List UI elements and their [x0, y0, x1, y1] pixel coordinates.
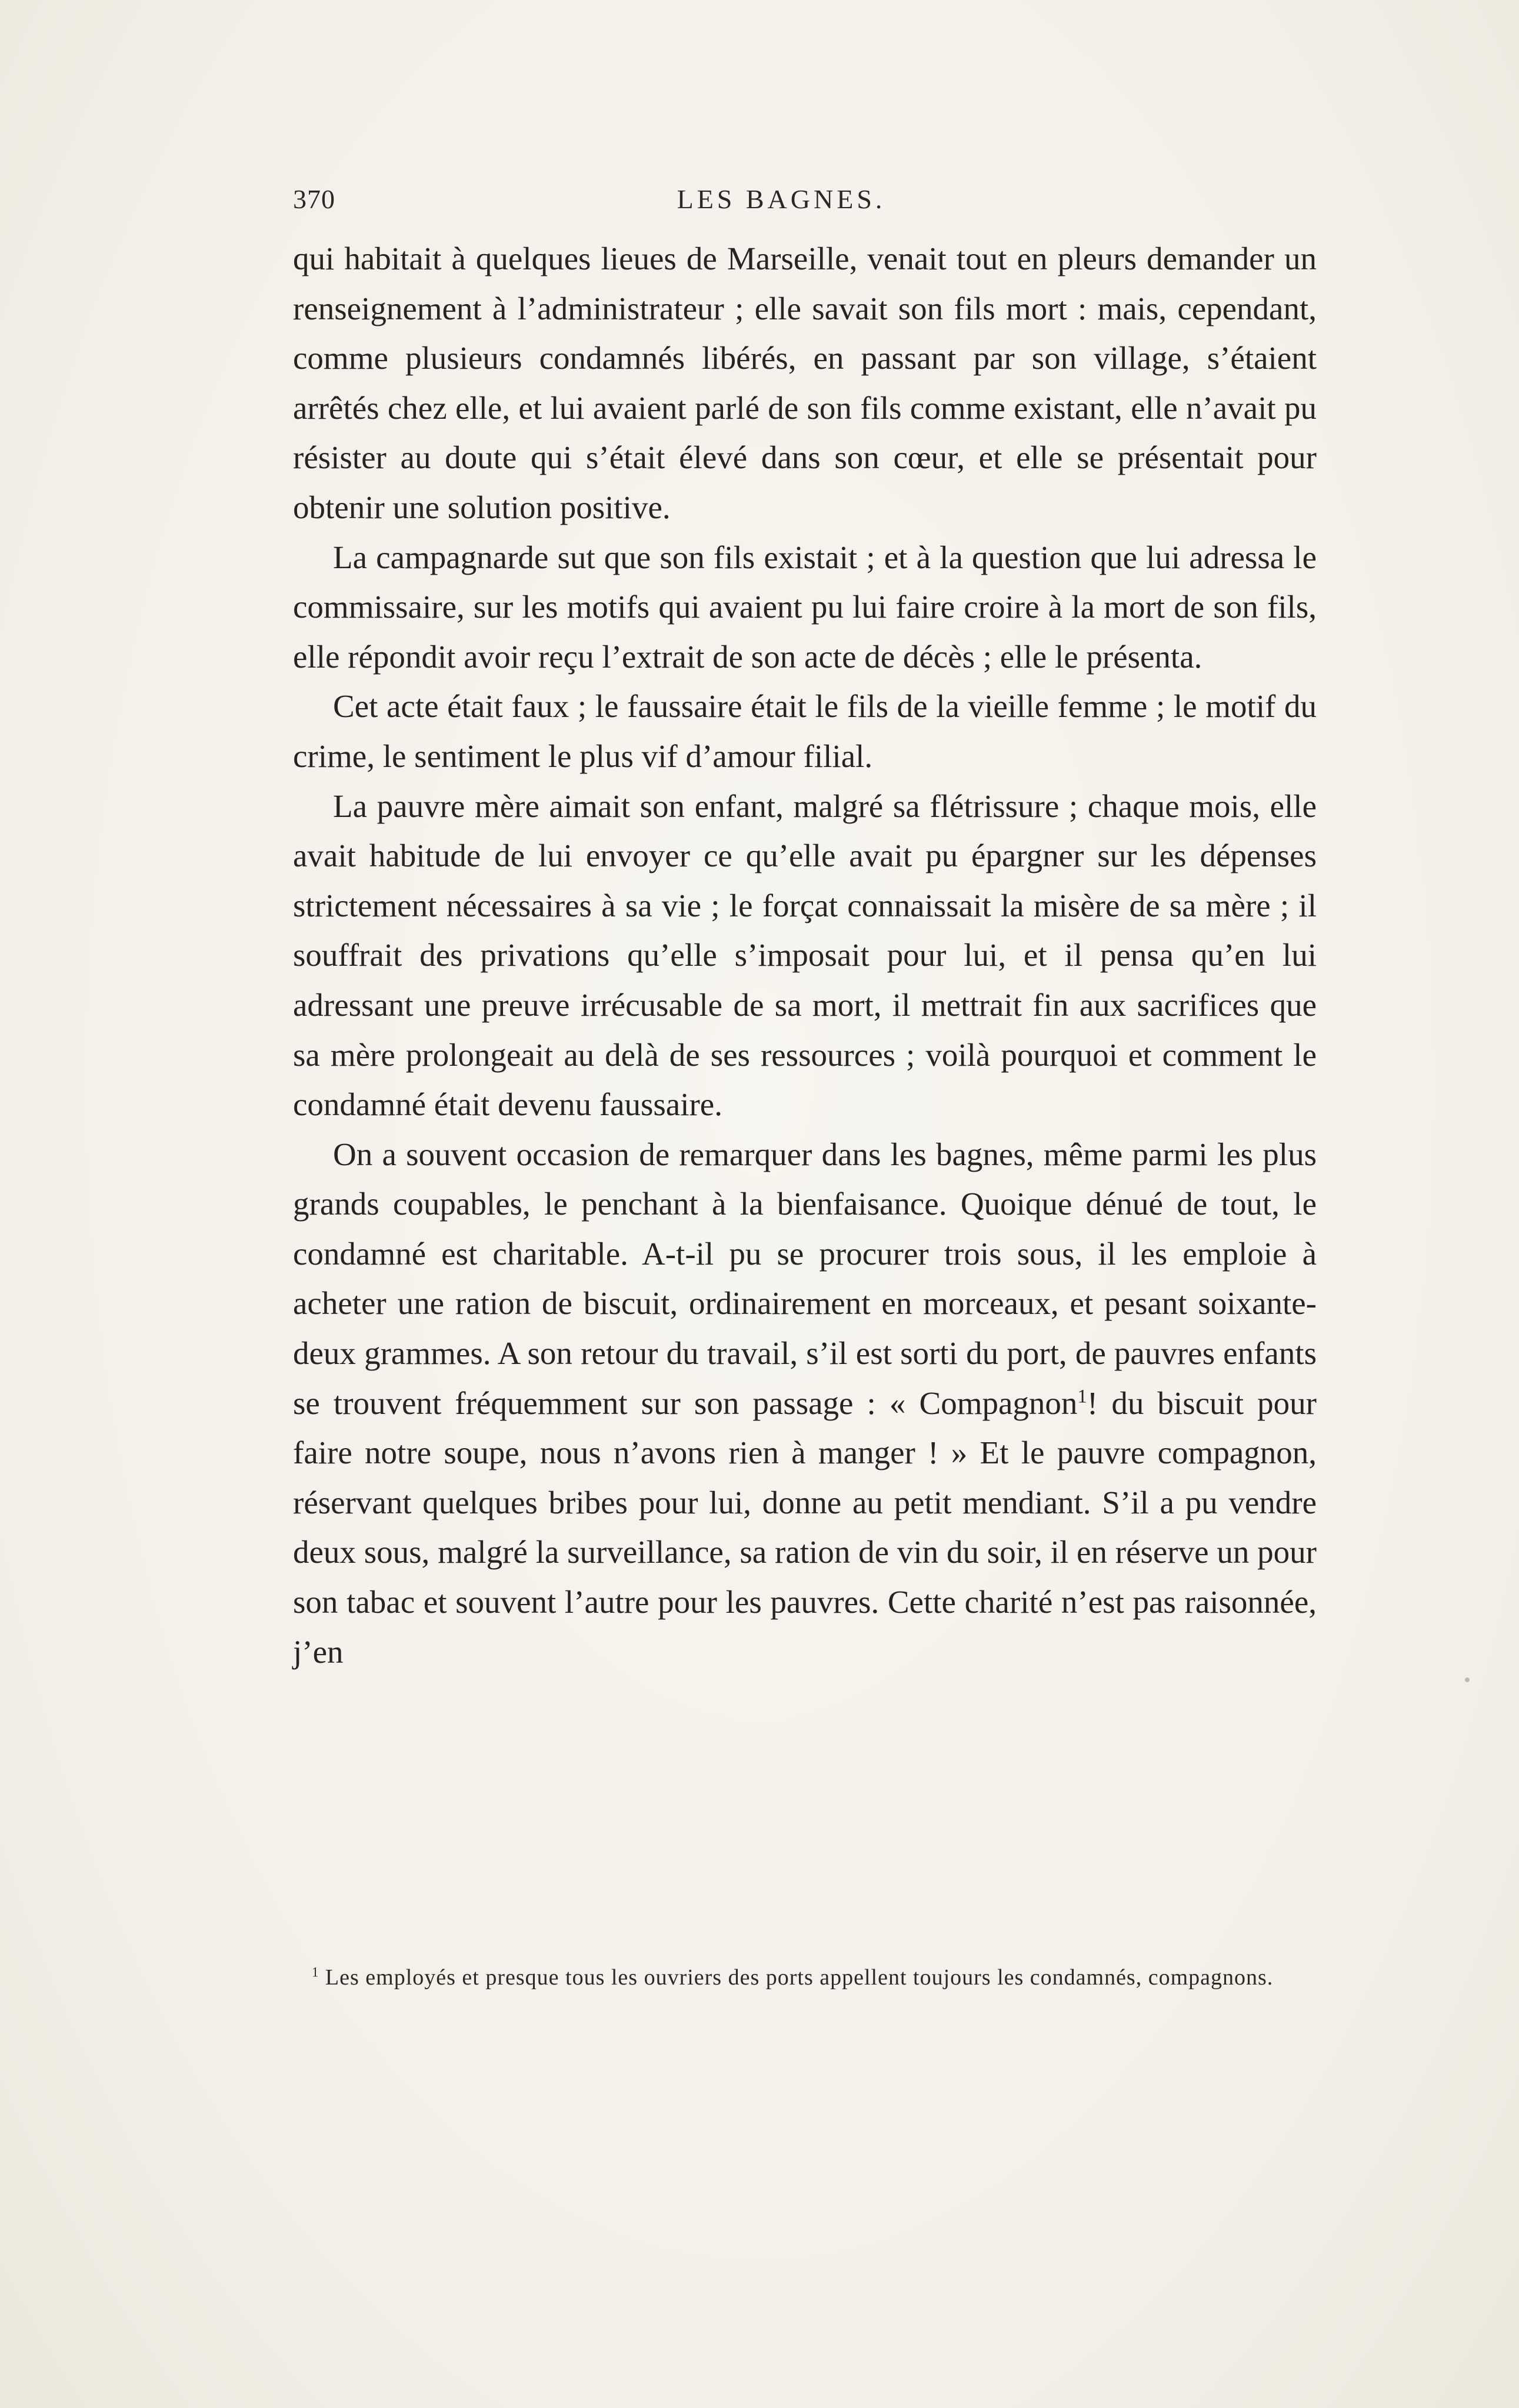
page-header: [293, 184, 1317, 219]
paragraph-continuation: qui habitait à quelques lieues de Marseille, venait tout en pleurs demander un renseignement à l’administrateur ; elle savait son fils mort : mais, cependant, comme plusieurs condamnés libérés, en passant par son village, s’étaient arrêtés chez elle, et lui avaient parlé de son fils comme existant, elle n’avait pu résister au doute qui s’était élevé dans son cœur, et elle se présentait pour obtenir une solution positive.: [293, 241, 1317, 525]
paragraph: [293, 1130, 1317, 1677]
footnote-marker: 1: [312, 1965, 319, 1980]
footnote: [293, 1959, 1317, 1996]
paragraph: La pauvre mère aimait son enfant, malgré sa flétrissure ; chaque mois, elle avait habitude de lui envoyer ce qu’elle avait pu épargner sur les dépenses strictement nécessaires à sa vie ; le forçat connaissait la misère de sa mère ; il souffrait des privations qu’elle s’imposait pour lui, et il pensa qu’en lui adressant une preuve irrécusable de sa mort, il mettrait fin aux sacrifices que sa mère prolongeait au delà de ses ressources ; voilà pourquoi et comment le condamné était devenu faussaire.: [293, 788, 1317, 1123]
page-number: 370: [293, 184, 335, 214]
paragraph-part: ! du biscuit pour faire notre soupe, nous n’avons rien à manger ! » Et le pauvre compagnon, réservant quelques bribes pour lui, donne au petit mendiant. S’il a pu vendre deux sous, malgré la surveillance, sa ration de vin du soir, il en réserve un pour son tabac et souvent l’autre pour les pauvres. Cette charité n’est pas raisonnée, j’en: [293, 1385, 1317, 1670]
paragraph: Cet acte était faux ; le faussaire était le fils de la vieille femme ; le motif du crime, le sentiment le plus vif d’amour filial.: [293, 688, 1317, 774]
running-title: LES BAGNES.: [677, 184, 886, 214]
paper-speck: [1465, 1677, 1470, 1682]
paragraph-part: On a souvent occasion de remarquer dans les bagnes, même parmi les plus grands coupables, le penchant à la bienfaisance. Quoique dénué de tout, le condamné est charitable. A-t-il pu se procurer trois sous, il les emploie à acheter une ration de biscuit, ordinairement en morceaux, et pesant soixante-deux grammes. A son retour du travail, s’il est sorti du port, de pauvres enfants se trouvent fréquemment sur son passage : « Compagnon: [293, 1136, 1317, 1421]
footnote-text: Les employés et presque tous les ouvriers des ports appellent toujours les condamnés, compagnons.: [325, 1965, 1274, 1990]
footnote-reference: 1: [1077, 1386, 1087, 1408]
body-text: [293, 234, 1317, 1677]
paragraph: La campagnarde sut que son fils existait ; et à la question que lui adressa le commissaire, sur les motifs qui avaient pu lui faire croire à la mort de son fils, elle répondit avoir reçu l’extrait de son acte de décès ; elle le présenta.: [293, 539, 1317, 675]
